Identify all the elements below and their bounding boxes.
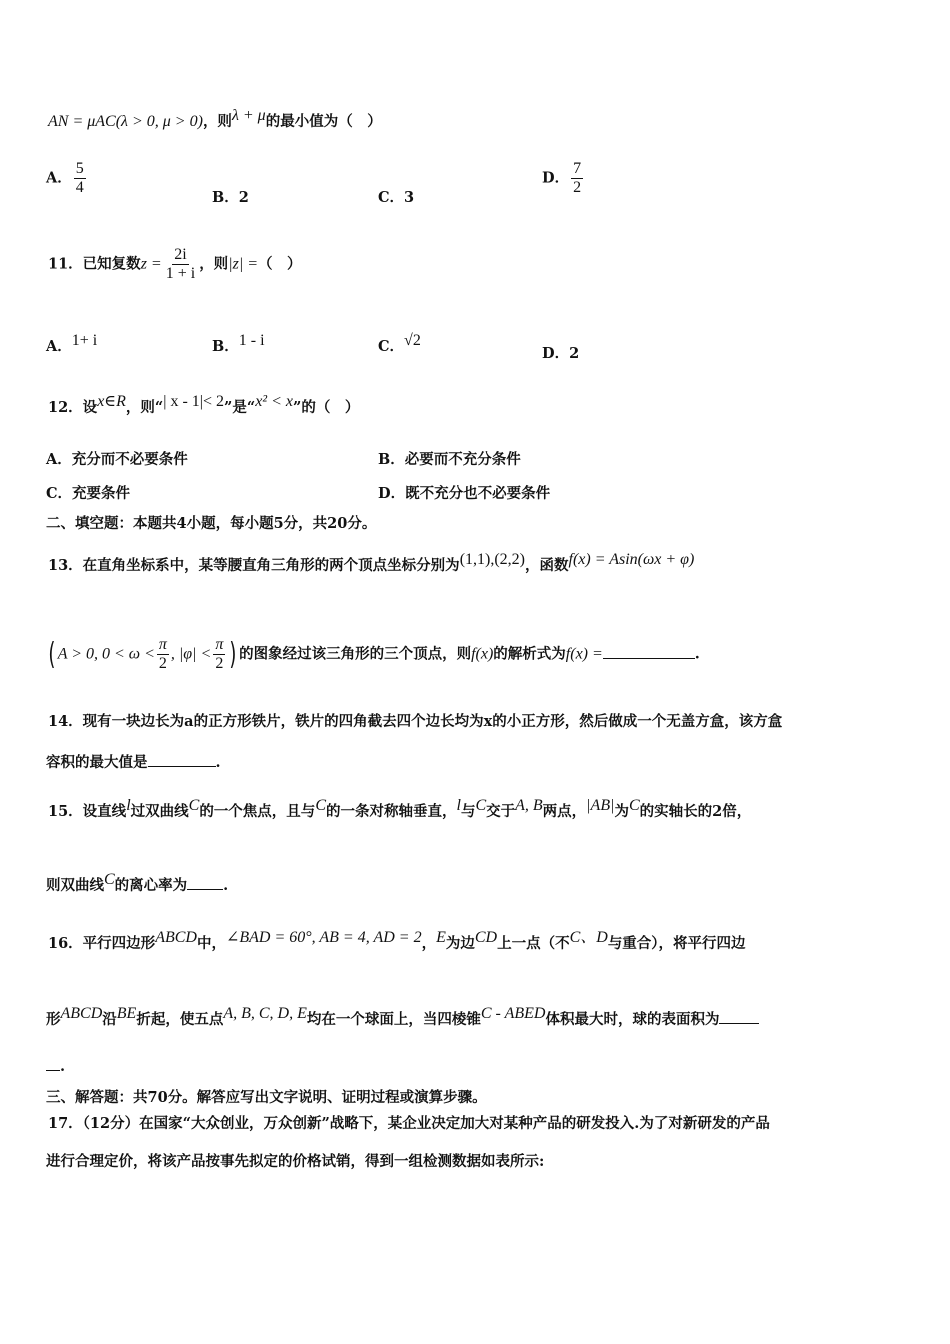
q12-option-a: A．充分而不必要条件 xyxy=(46,451,188,468)
fraction: $\frac{7}{2}$ xyxy=(573,160,582,196)
answer-blank[interactable] xyxy=(603,642,695,659)
q12-option-b: B．必要而不充分条件 xyxy=(378,451,521,468)
q11-stem: 11．已知复数z = $\frac{2i}{1 + i}$ ，则|z| =（ ） xyxy=(48,246,302,282)
answer-blank[interactable] xyxy=(148,750,216,767)
answer-blank[interactable] xyxy=(187,873,223,890)
q10-option-d: D． $\frac{7}{2}$ xyxy=(542,160,582,196)
q14-line1: 14．现有一块边长为a的正方形铁片，铁片的四角截去四个边长均为x的小正方形，然后做成一个无盖方盒，该方盒 xyxy=(48,713,783,730)
answer-blank-cont[interactable] xyxy=(46,1054,60,1071)
q15-line2: 则双曲线$^C$的离心率为 . xyxy=(46,871,229,894)
q12-stem: 12．设$^{x\in R}$，则“$^{| x - 1|< 2}$”是“$^{x^2 < x}$”的（ ） xyxy=(48,393,360,416)
q13-line1: 13．在直角坐标系中，某等腰直角三角形的两个顶点坐标分别为$^{(1,1),(2,2)}$，函数$^{f(x) = Asin(\omega x + \varphi)}$ xyxy=(48,551,695,574)
q10-option-b: B．2 xyxy=(212,189,249,206)
q12-option-d: D．既不充分也不必要条件 xyxy=(378,485,551,502)
q10-expr: λ + μ xyxy=(231,107,266,124)
q10-stem: AN = μAC(λ > 0, μ > 0)，则$^{\lambda + \mu}$的最小值为（ ） xyxy=(48,107,382,130)
fraction: $\frac{\pi}{2}$ xyxy=(215,636,224,672)
section-heading-fill-in: 二、填空题：本题共4小题，每小题5分，共20分。 xyxy=(46,515,377,532)
q11-option-d: D．2 xyxy=(542,345,580,362)
section-heading-solutions: 三、解答题：共70分。解答应写出文字说明、证明过程或演算步骤。 xyxy=(46,1089,487,1106)
q16-line3: . xyxy=(46,1054,65,1077)
q16-line2: 形$^{ABCD}$沿$^{BE}$折起，使五点$^{A, B, C, D, E}$均在一个球面上，当四棱锥$^{C - ABED}$体积最大时，球的表面积为 xyxy=(46,1004,759,1030)
q10-option-a: A． $\frac{5}{4}$ xyxy=(46,160,84,196)
q15-line1: 15．设直线$^l$过双曲线$^C$的一个焦点，且与$^C$的一条对称轴垂直，$^l$与$^C$交于$^{A, B}$两点，$^{|AB|}$为$^C$的实轴长的2倍， xyxy=(48,797,752,820)
q11-option-a: A．$^{1+ i}$ xyxy=(46,332,98,355)
q16-line1: 16．平行四边形$^{ABCD}$中，$^{\angle BAD = 60^\circ, AB = 4, AD = 2}$，$^E$为边$^{CD}$上一点（不$^{C、D}$与重合），将平行四边 xyxy=(48,929,746,952)
q17-line1: 17．（12分）在国家“大众创业，万众创新”战略下，某企业决定加大对某种产品的研发投入.为了对新研发的产品 xyxy=(48,1115,770,1132)
fraction: $\frac{\pi}{2}$ xyxy=(158,636,167,672)
q10-math-condition: AN = μAC(λ > 0, μ > 0) xyxy=(48,112,203,130)
fraction: $\frac{2i}{1 + i}$ xyxy=(165,246,196,282)
fraction: $\frac{5}{4}$ xyxy=(75,160,84,196)
q11-option-b: B．$^{1 - i}$ xyxy=(212,332,265,355)
q11-option-c: C．$^{√2}$ xyxy=(378,332,421,355)
q14-line2: 容积的最大值是 . xyxy=(46,750,221,773)
q13-line2: ( A > 0, 0 < ω < $\frac{\pi}{2}$ , |φ| < $\frac{\pi}{2}$ ) 的图象经过该三角形的三个顶点，则f(x)的解析式为f(x) = . xyxy=(48,636,700,672)
q10-option-c: C．3 xyxy=(378,189,415,206)
q12-option-c: C．充要条件 xyxy=(46,485,131,502)
answer-blank[interactable] xyxy=(719,1007,759,1024)
q17-line2: 进行合理定价，将该产品按事先拟定的价格试销，得到一组检测数据如表所示: xyxy=(46,1153,545,1170)
